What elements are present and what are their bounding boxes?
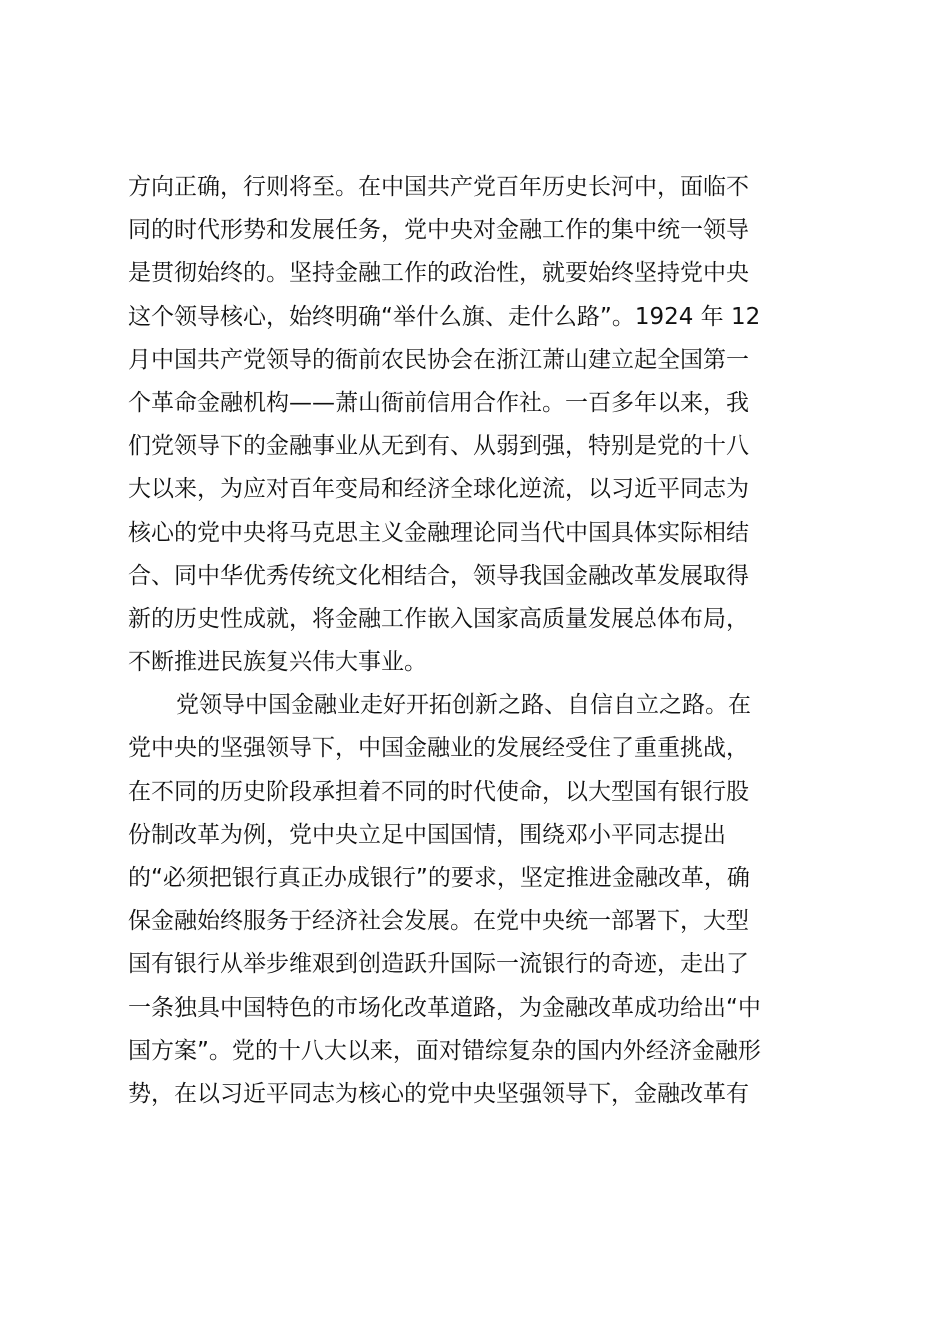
text-line: 国有银行从举步维艰到创造跃升国际一流银行的奇迹，走出了: [128, 951, 749, 978]
text-line: 势，在以习近平同志为核心的党中央坚强领导下，金融改革有: [128, 1080, 749, 1107]
text-line: 不断推进民族复兴伟大事业。: [128, 649, 427, 676]
text-line: 月中国共产党领导的衙前农民协会在浙江萧山建立起全国第一: [128, 346, 749, 373]
text-line: 的“必须把银行真正办成银行”的要求，坚定推进金融改革，确: [128, 865, 750, 891]
text-line: 个革命金融机构——萧山衙前信用合作社。一百多年以来，我: [128, 389, 749, 416]
body-text: [128, 166, 828, 1116]
paragraph-1: [128, 166, 828, 684]
text-line: 保金融始终服务于经济社会发展。在党中央统一部署下，大型: [128, 908, 749, 935]
text-line: 合、同中华优秀传统文化相结合，领导我国金融改革发展取得: [128, 562, 749, 589]
text-line: 在不同的历史阶段承担着不同的时代使命，以大型国有银行股: [128, 778, 749, 805]
text-line: 是贯彻始终的。坚持金融工作的政治性，就要始终坚持党中央: [128, 260, 749, 287]
paragraph-2: [128, 684, 828, 1116]
text-line: 这个领导核心，始终明确“举什么旗、走什么路”。1924 年 12: [128, 303, 761, 330]
text-line: 份制改革为例，党中央立足中国国情，围绕邓小平同志提出: [128, 821, 726, 848]
text-line: 核心的党中央将马克思主义金融理论同当代中国具体实际相结: [128, 519, 749, 546]
text-line: 们党领导下的金融事业从无到有、从弱到强，特别是党的十八: [128, 433, 749, 460]
text-line: 方向正确，行则将至。在中国共产党百年历史长河中，面临不: [128, 174, 749, 200]
text-line: 党中央的坚强领导下，中国金融业的发展经受住了重重挑战，: [128, 735, 749, 762]
text-line: 新的历史性成就，将金融工作嵌入国家高质量发展总体布局，: [128, 605, 749, 632]
text-line: 国方案”。党的十八大以来，面对错综复杂的国内外经济金融形: [128, 1037, 761, 1064]
text-line: 大以来，为应对百年变局和经济全球化逆流，以习近平同志为: [128, 476, 749, 503]
text-line: 一条独具中国特色的市场化改革道路，为金融改革成功给出“中: [128, 994, 761, 1021]
text-line: 同的时代形势和发展任务，党中央对金融工作的集中统一领导: [128, 217, 749, 244]
text-line: 党领导中国金融业走好开拓创新之路、自信自立之路。在: [176, 692, 751, 719]
